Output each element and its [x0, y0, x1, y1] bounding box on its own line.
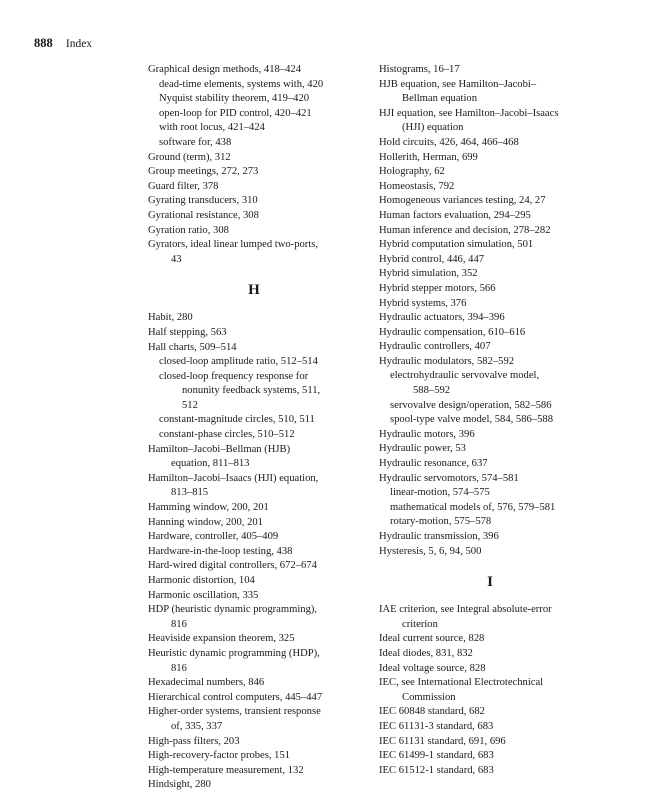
index-subentry: constant-magnitude circles, 510, 511 [159, 414, 315, 426]
index-entry: Hard-wired digital controllers, 672–674 [148, 560, 317, 572]
index-entry: Hardware-in-the-loop testing, 438 [148, 545, 293, 557]
index-entry: Hexadecimal numbers, 846 [148, 677, 265, 689]
index-subentry: of, 335, 337 [171, 720, 223, 732]
index-entry: Hall charts, 509–514 [148, 341, 237, 353]
index-entry: Hydraulic transmission, 396 [379, 531, 499, 542]
index-entry: IEC 61499-1 standard, 683 [379, 750, 494, 762]
index-subentry: servovalve design/operation, 582–586 [390, 399, 552, 411]
index-entry: Hold circuits, 426, 464, 466–468 [379, 136, 519, 148]
index-entry: Gyration ratio, 308 [148, 224, 229, 236]
index-entry: Hybrid control, 446, 447 [379, 253, 485, 265]
index-column-right [379, 63, 601, 778]
index-entry: HJB equation, see Hamilton–Jacobi– [379, 78, 537, 90]
index-entry: Hydraulic modulators, 582–592 [379, 355, 515, 367]
page-header [34, 36, 92, 51]
index-entry: IEC 60848 standard, 682 [379, 706, 485, 718]
index-entry: Hydraulic servomotors, 574–581 [379, 472, 519, 484]
index-entry: Ground (term), 312 [148, 151, 231, 163]
section-letter-heading: H [248, 282, 260, 299]
index-entry: Heaviside expansion theorem, 325 [148, 633, 295, 645]
index-entry: High-recovery-factor probes, 151 [148, 750, 291, 762]
index-entry: Hindsight, 280 [148, 779, 211, 791]
index-entry: HDP (heuristic dynamic programming), [148, 604, 318, 616]
index-entry: Hamilton–Jacobi–Bellman (HJB) [148, 443, 291, 455]
index-entry: Hardware, controller, 405–409 [148, 531, 279, 543]
index-entry: Holography, 62 [379, 166, 445, 178]
index-entry: Histograms, 16–17 [379, 64, 460, 75]
index-entry: Hierarchical control computers, 445–447 [148, 691, 323, 703]
index-subentry: 43 [171, 253, 182, 265]
section-letter-heading: I [487, 574, 493, 591]
index-entry: Hamming window, 200, 201 [148, 502, 269, 514]
index-entry: Hydraulic power, 53 [379, 443, 466, 455]
index-entry: Hybrid stepper motors, 566 [379, 282, 496, 294]
index-entry: Heuristic dynamic programming (HDP), [148, 647, 320, 659]
index-subentry: with root locus, 421–424 [159, 122, 265, 134]
index-entry: Gyrators, ideal linear lumped two-ports, [148, 239, 319, 251]
index-entry: Hollerith, Herman, 699 [379, 151, 478, 163]
index-subentry: 816 [171, 662, 187, 674]
index-entry: Human factors evaluation, 294–295 [379, 209, 531, 221]
index-entry: Homeostasis, 792 [379, 180, 455, 192]
index-column-left [148, 63, 360, 793]
index-entry: Hybrid simulation, 352 [379, 268, 478, 280]
index-subentry: nonunity feedback systems, 511, [182, 385, 321, 397]
index-entry: HJI equation, see Hamilton–Jacobi–Isaacs [379, 107, 559, 119]
index-entry: Hybrid systems, 376 [379, 297, 467, 309]
index-entry: Hanning window, 200, 201 [148, 516, 263, 528]
index-entry: Hydraulic actuators, 394–396 [379, 312, 505, 324]
index-entry: Gyrating transducers, 310 [148, 195, 258, 207]
index-subentry: software for, 438 [159, 136, 232, 148]
index-entry: Habit, 280 [148, 312, 193, 324]
index-subentry: open-loop for PID control, 420–421 [159, 107, 312, 119]
index-subentry: 813–815 [171, 487, 209, 499]
index-subentry: 816 [171, 618, 187, 630]
index-entry: Hysteresis, 5, 6, 94, 500 [379, 545, 482, 557]
index-entry: Harmonic oscillation, 335 [148, 589, 259, 601]
index-entry: Ideal diodes, 831, 832 [379, 647, 473, 659]
index-entry: Hamilton–Jacobi–Isaacs (HJI) equation, [148, 472, 319, 484]
index-entry: Half stepping, 563 [148, 326, 227, 338]
index-subentry: 512 [182, 399, 198, 411]
index-entry: IEC 61131-3 standard, 683 [379, 720, 494, 732]
index-entry: Higher-order systems, transient response [148, 706, 321, 718]
index-entry: Homogeneous variances testing, 24, 27 [379, 195, 546, 207]
index-subentry: spool-type valve model, 584, 586–588 [390, 414, 554, 426]
index-subentry: closed-loop amplitude ratio, 512–514 [159, 356, 318, 368]
index-subentry: constant-phase circles, 510–512 [159, 429, 295, 441]
index-subentry: criterion [402, 618, 438, 630]
index-subentry: Nyquist stability theorem, 419–420 [159, 93, 310, 105]
index-subentry: (HJI) equation [402, 122, 464, 134]
index-entry: Hybrid computation simulation, 501 [379, 239, 534, 251]
section-title: Index [65, 38, 93, 50]
index-subentry: linear-motion, 574–575 [390, 487, 490, 499]
index-entry: Hydraulic motors, 396 [379, 428, 475, 440]
index-subentry: equation, 811–813 [171, 458, 250, 470]
index-subentry: Commission [402, 691, 456, 703]
index-subentry: dead-time elements, systems with, 420 [159, 78, 324, 90]
index-entry: High-temperature measurement, 132 [148, 764, 304, 776]
index-entry: Graphical design methods, 418–424 [148, 64, 301, 75]
index-entry: IEC 61512-1 standard, 683 [379, 764, 494, 776]
index-subentry: closed-loop frequency response for [159, 370, 309, 382]
index-entry: Hydraulic resonance, 637 [379, 458, 488, 470]
index-entry: IEC 61131 standard, 691, 696 [379, 735, 506, 747]
index-entry: Ideal current source, 828 [379, 633, 485, 645]
index-entry: Hydraulic compensation, 610–616 [379, 326, 526, 338]
index-entry: Hydraulic controllers, 407 [379, 341, 491, 353]
index-entry: Human inference and decision, 278–282 [379, 224, 551, 236]
index-subentry: mathematical models of, 576, 579–581 [390, 501, 556, 513]
index-entry: High-pass filters, 203 [148, 735, 240, 747]
page-number: 888 [34, 36, 53, 50]
index-entry: Gyrational resistance, 308 [148, 209, 259, 221]
index-entry: Harmonic distortion, 104 [148, 575, 255, 586]
index-entry: Guard filter, 378 [148, 180, 219, 192]
index-subentry: electrohydraulic servovalve model, [390, 370, 540, 382]
index-subentry: 588–592 [413, 385, 451, 397]
index-entry: IEC, see International Electrotechnical [379, 677, 544, 689]
index-subentry: Bellman equation [402, 93, 478, 105]
index-entry: IAE criterion, see Integral absolute-error [379, 604, 552, 616]
index-entry: Group meetings, 272, 273 [148, 166, 259, 178]
index-entry: Ideal voltage source, 828 [379, 662, 486, 674]
index-subentry: rotary-motion, 575–578 [390, 516, 492, 528]
